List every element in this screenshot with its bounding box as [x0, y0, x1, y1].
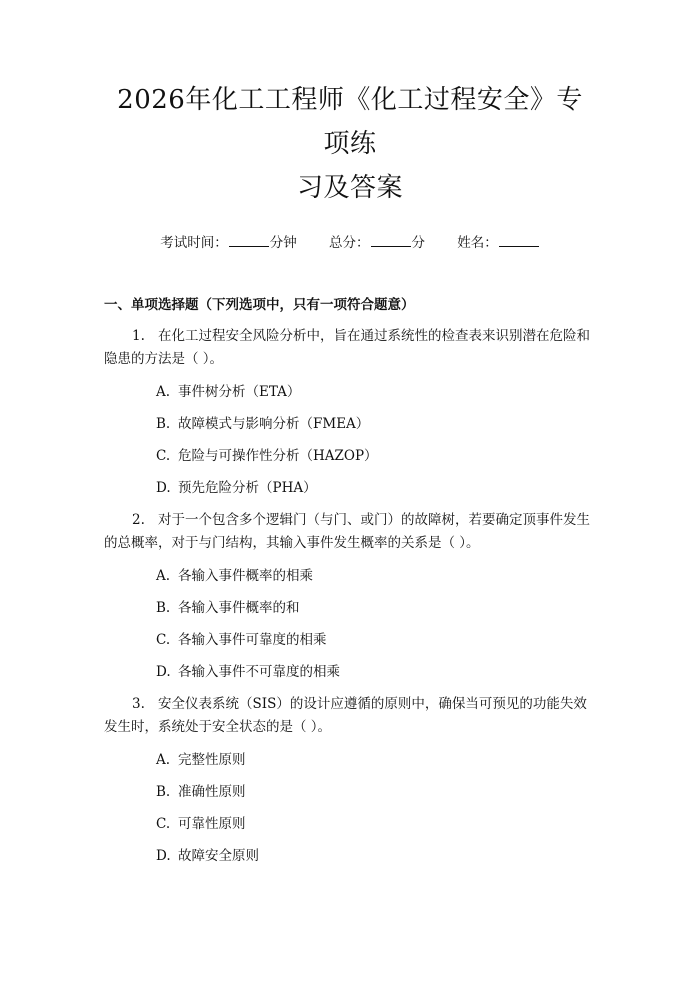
total-score-blank [371, 232, 411, 247]
option-key: D. [156, 480, 171, 496]
total-score-label: 总分： [329, 235, 370, 251]
question-1-stem [104, 325, 596, 371]
option-text: 事件树分析（ETA） [178, 384, 301, 400]
question-3-option-b [156, 771, 596, 803]
question-2 [104, 509, 596, 683]
document-page [0, 78, 700, 983]
exam-info-line [104, 232, 596, 253]
question-3-option-a [156, 739, 596, 771]
name-label: 姓名： [457, 235, 498, 251]
question-1-text: 在化工过程安全风险分析中，旨在通过系统性的检查表来识别潜在危险和隐患的方法是（ ）。 [104, 328, 590, 367]
question-2-text: 对于一个包含多个逻辑门（与门、或门）的故障树，若要确定顶事件发生的总概率，对于与门结构，其输入事件发生概率的关系是（ ）。 [104, 512, 590, 551]
question-3 [104, 693, 596, 867]
exam-time-blank [229, 232, 269, 247]
question-3-text: 安全仪表系统（SIS）的设计应遵循的原则中，确保当可预见的功能失效发生时，系统处于安全状态的是（ ）。 [104, 696, 587, 735]
option-key: C. [156, 632, 171, 648]
name-blank [499, 232, 539, 247]
option-text: 完整性原则 [178, 752, 246, 768]
question-2-option-d [156, 651, 596, 683]
option-key: B. [156, 784, 171, 800]
option-text: 各输入事件概率的和 [178, 600, 300, 616]
question-1-option-d [156, 467, 596, 499]
total-score-field [329, 232, 425, 253]
option-text: 各输入事件概率的相乘 [178, 568, 313, 584]
option-key: D. [156, 664, 171, 680]
question-3-option-d [156, 835, 596, 867]
exam-time-field [160, 232, 297, 253]
page-title [104, 78, 596, 210]
option-key: A. [156, 384, 171, 400]
section-heading-single-choice: 一、单项选择题（下列选项中，只有一项符合题意） [104, 297, 415, 313]
option-key: B. [156, 416, 171, 432]
option-text: 预先危险分析（PHA） [178, 480, 317, 496]
exam-time-unit: 分钟 [269, 235, 297, 251]
question-1-number: 1. [132, 328, 145, 344]
question-3-number: 3. [132, 696, 145, 712]
title-line-1: 2026年化工工程师《化工过程安全》专项练 [117, 85, 583, 159]
option-text: 危险与可操作性分析（HAZOP） [178, 448, 378, 464]
question-2-option-c [156, 619, 596, 651]
name-field [457, 232, 540, 253]
question-1-option-c [156, 435, 596, 467]
option-text: 各输入事件可靠度的相乘 [178, 632, 327, 648]
question-2-option-b [156, 587, 596, 619]
exam-time-label: 考试时间： [160, 235, 228, 251]
question-3-stem [104, 693, 596, 739]
option-key: C. [156, 448, 171, 464]
title-line-2: 习及答案 [296, 173, 403, 203]
option-key: A. [156, 568, 171, 584]
question-1-option-b [156, 403, 596, 435]
question-3-option-c [156, 803, 596, 835]
question-1-option-a [156, 371, 596, 403]
question-2-option-a [156, 555, 596, 587]
option-key: B. [156, 600, 171, 616]
option-text: 故障模式与影响分析（FMEA） [178, 416, 370, 432]
option-key: C. [156, 816, 171, 832]
option-text: 各输入事件不可靠度的相乘 [178, 664, 340, 680]
question-2-stem [104, 509, 596, 555]
option-text: 准确性原则 [178, 784, 246, 800]
option-text: 可靠性原则 [178, 816, 246, 832]
option-key: D. [156, 848, 171, 864]
option-text: 故障安全原则 [178, 848, 259, 864]
total-score-unit: 分 [411, 235, 425, 251]
question-2-number: 2. [132, 512, 145, 528]
option-key: A. [156, 752, 171, 768]
question-1 [104, 325, 596, 499]
